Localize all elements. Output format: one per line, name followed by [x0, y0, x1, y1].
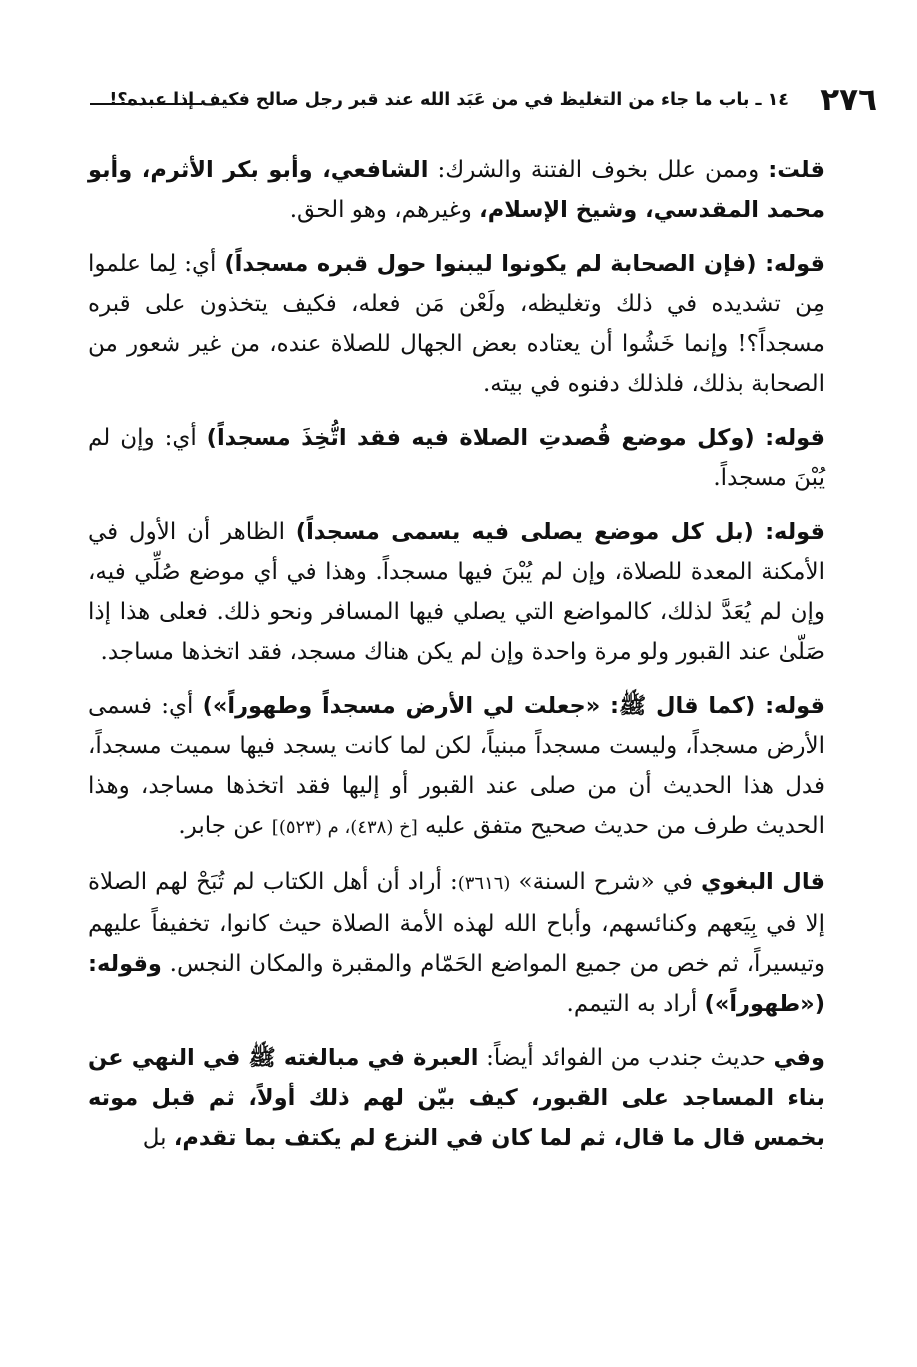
text: الظاهر أن الأول في الأمكنة المعدة للصلاة، وإن لم يُبْنَ فيها مسجداً. وهذا في أي موضع صُلِّي فيه، وإن لم يُعَدَّ لذلك، كالمواضع التي يصلي فيها المسافر ونحو ذلك. فعلى هذا إذا صَلّىٰ عند القبور ولو مرة واحدة وإن لم يكن هناك مسجد، فقد اتخذها مساجد.	[88, 519, 825, 665]
paragraph-5	[88, 686, 825, 848]
lead-word: قوله:	[765, 251, 825, 277]
paragraph-3	[88, 418, 825, 498]
text: أي: لِما علموا مِن تشديده في ذلك وتغليظه، ولَعْن مَن فعله، فكيف يتخذون على قبره مسجداً؟! وإنما خَشُوا أن يعتاده بعض الجهال للصلاة عنده، من غير شعور من الصحابة بذلك، فلذلك دفنوه في بيته.	[88, 251, 825, 397]
lead-word: وفي	[773, 1045, 825, 1071]
text: في «شرح السنة»	[510, 869, 701, 895]
scholar-names: الشافعي، وأبو بكر الأثرم، وأبو محمد المقدسي، وشيخ الإسلام،	[88, 157, 825, 223]
main-text	[88, 150, 825, 1172]
text: وممن علل بخوف الفتنة والشرك:	[428, 157, 769, 183]
text: عن جابر.	[178, 813, 272, 839]
emphasized-text: العبرة في مبالغته ﷺ في النهي عن بناء المساجد على القبور، كيف بيّن لهم ذلك أولاً، ثم قبل موته بخمس قال ما قال، ثم لما كان في النزع لم يكتف بما تقدم،	[88, 1045, 825, 1151]
paragraph-1	[88, 150, 825, 230]
quoted-text: (كما قال ﷺ: «جعلت لي الأرض مسجداً وطهوراً»)	[202, 693, 766, 719]
paragraph-2	[88, 244, 825, 404]
hadith-reference: [خ (٤٣٨)، م (٥٢٣)]	[271, 817, 418, 838]
page-header	[78, 78, 877, 126]
text: بل	[142, 1125, 174, 1151]
text: : أراد أن أهل الكتاب لم تُبَحْ لهم الصلاة إلا في بِيَعهم وكنائسهم، وأباح الله لهذه الأمة الصلاة حيث كانوا، تخفيفاً عليهم وتيسيراً، ثم خص من جميع المواضع الحَمّام والمقبرة والمكان النجس.	[88, 869, 825, 977]
text: أي: وإن لم يُبْنَ مسجداً.	[88, 425, 825, 491]
lead-word: وقوله:	[88, 951, 162, 977]
paragraph-4	[88, 512, 825, 672]
lead-word: قوله:	[765, 425, 825, 451]
quoted-text: (فإن الصحابة لم يكونوا ليبنوا حول قبره مسجداً)	[224, 251, 766, 277]
text: وغيرهم، وهو الحق.	[289, 197, 480, 223]
text: أي: فسمى الأرض مسجداً، وليست مسجداً مبنياً، لكن لما كانت يسجد فيها سميت مسجداً، فدل هذا الحديث أن من صلى عند القبور أو إليها فقد اتخذها مساجد، وهذا الحديث طرف من حديث صحيح متفق عليه	[88, 693, 825, 839]
lead-word: قوله:	[765, 519, 825, 545]
quoted-text: («طهوراً»)	[704, 991, 825, 1017]
lead-word: قلت:	[768, 157, 825, 183]
quoted-text: (بل كل موضع يصلى فيه يسمى مسجداً)	[295, 519, 766, 545]
book-reference: (٣٦١٦)	[457, 873, 511, 894]
paragraph-6	[88, 862, 825, 1024]
header-rule	[90, 103, 202, 105]
lead-word: قوله:	[765, 693, 825, 719]
lead-word: قال البغوي	[700, 869, 825, 895]
page-number: ٢٧٦	[820, 82, 877, 118]
text: حديث جندب من الفوائد أيضاً:	[478, 1045, 774, 1071]
quoted-text: (وكل موضع قُصدتِ الصلاة فيه فقد اتُّخِذَ مسجداً)	[206, 425, 766, 451]
paragraph-7	[88, 1038, 825, 1158]
chapter-title: ١٤ ـ باب ما جاء من التغليظ في من عَبَد الله عند قبر رجل صالح فكيف إذا عبده؟!	[109, 90, 789, 110]
text: أراد به التيمم.	[566, 991, 705, 1017]
